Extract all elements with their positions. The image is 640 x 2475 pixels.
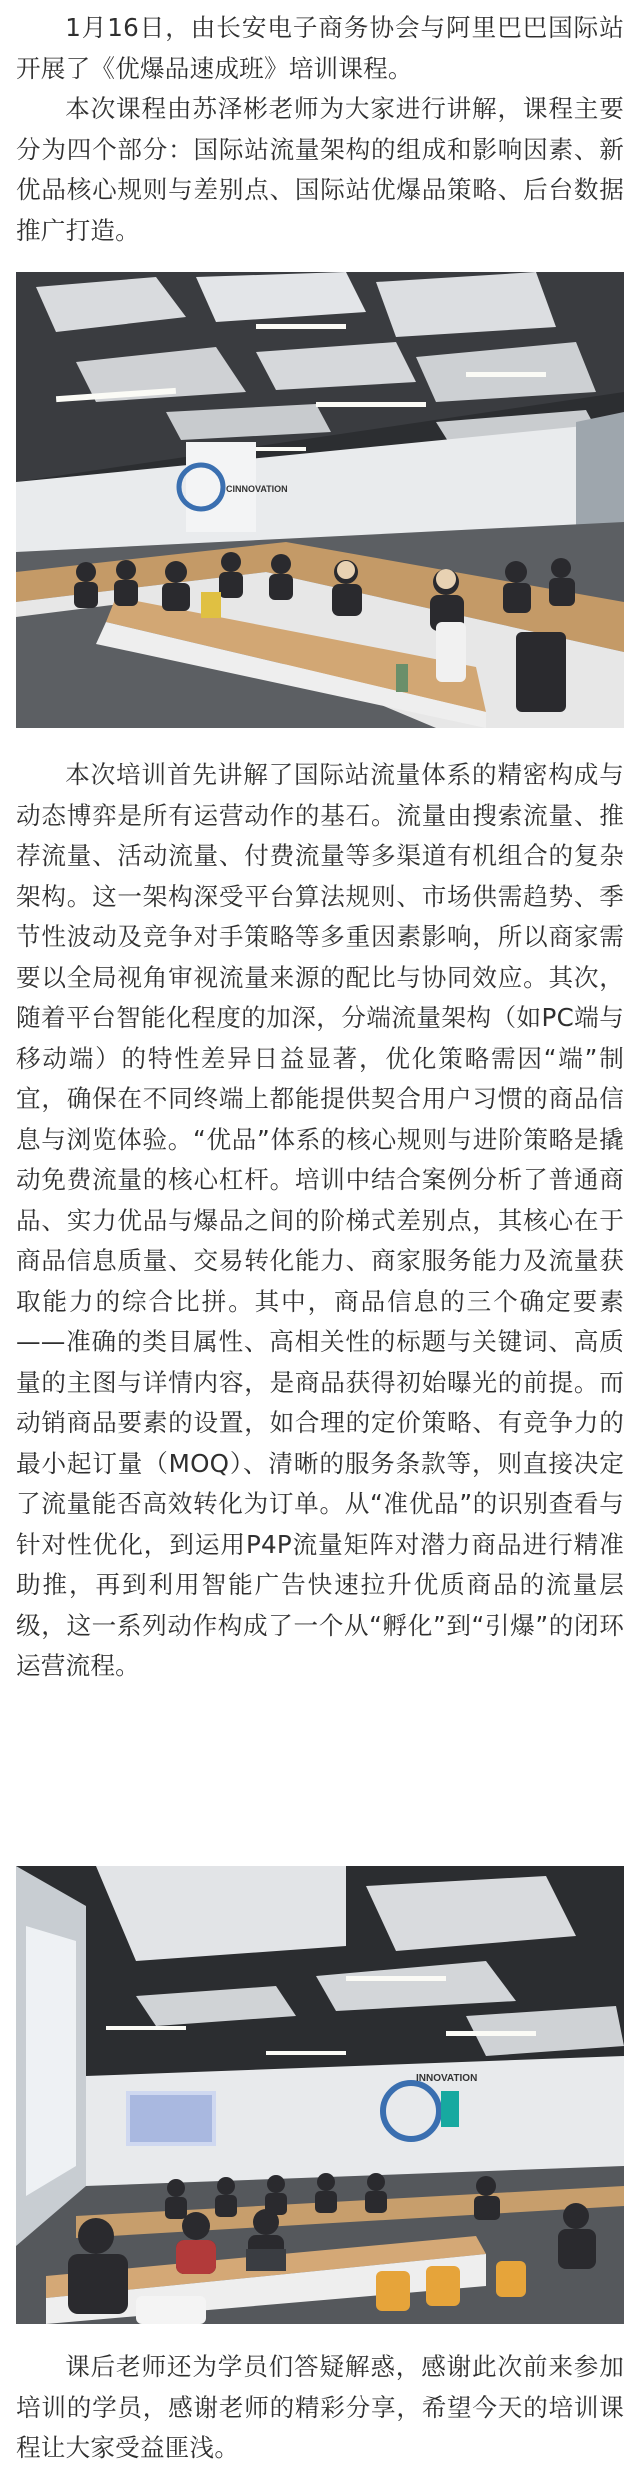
classroom-photo-1-image [16,272,624,728]
training-content-paragraph: 本次培训首先讲解了国际站流量体系的精密构成与动态博弈是所有运营动作的基石。流量由搜索流量、推荐流量、活动流量、付费流量等多渠道有机组合的复杂架构。这一架构深受平台算法规则、市场供需趋势、季节性波动及竞争对手策略等多重因素影响，所以商家需要以全局视角审视流量来源的配比与协同效应。其次，随着平台智能化程度的加深，分端流量架构（如PC端与移动端）的特性差异日益显著，优化策略需因“端”制宜，确保在不同终端上都能提供契合用户习惯的商品信息与浏览体验。“优品”体系的核心规则与进阶策略是撬动免费流量的核心杠杆。培训中结合案例分析了普通商品、实力优品与爆品之间的阶梯式差别点，其核心在于商品信息质量、交易转化能力、商家服务能力及流量获取能力的综合比拼。其中，商品信息的三个确定要素——准确的类目属性、高相关性的标题与关键词、高质量的主图与详情内容，是商品获得初始曝光的前提。而动销商品要素的设置，如合理的定价策略、有竞争力的最小起订量（MOQ）、清晰的服务条款等，则直接决定了流量能否高效转化为订单。从“准优品”的识别查看与针对性优化，到运用P4P流量矩阵对潜力商品进行精准助推，再到利用智能广告快速拉升优质商品的流量层级，这一系列动作构成了一个从“孵化”到“引爆”的闭环运营流程。 [16,760,624,1680]
course-outline-paragraph: 本次课程由苏泽彬老师为大家进行讲解，课程主要分为四个部分：国际站流量架构的组成和影响因素、新优品核心规则与差别点、国际站优爆品策略、后台数据推广打造。 [16,94,624,245]
intro-paragraph: 1月16日，由长安电子商务协会与阿里巴巴国际站开展了《优爆品速成班》培训课程。 [16,13,624,83]
classroom-photo-2 [16,1866,624,2324]
classroom-photo-1 [16,272,624,728]
wall-logo-2: INNOVATION [416,2073,478,2084]
wall-logo-1: CINNOVATION [226,484,288,494]
closing-paragraph: 课后老师还为学员们答疑解惑，感谢此次前来参加培训的学员，感谢老师的精彩分享，希望今天的培训课程让大家受益匪浅。 [16,2352,624,2462]
classroom-photo-2-image [16,1866,624,2324]
